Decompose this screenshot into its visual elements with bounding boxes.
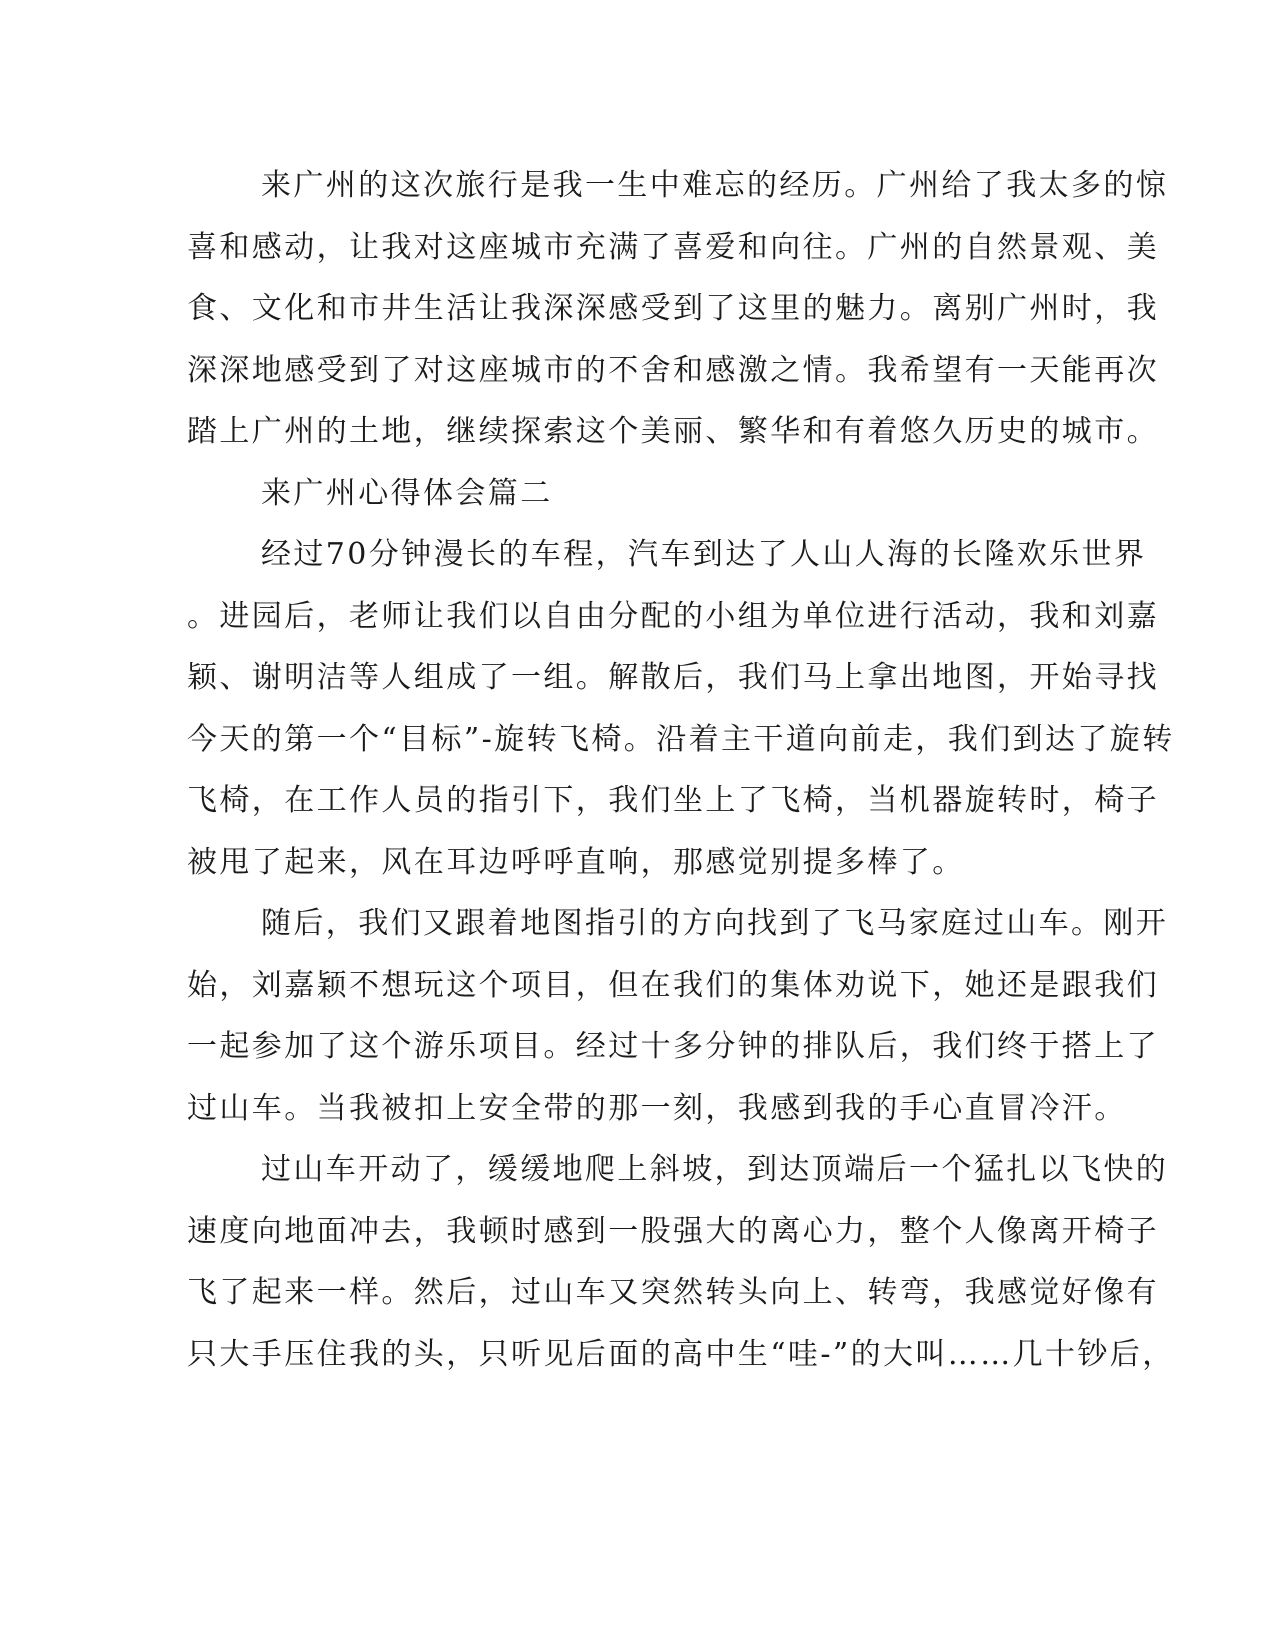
paragraph-line: 飞椅，在工作人员的指引下，我们坐上了飞椅，当机器旋转时，椅子 [187,783,1159,818]
paragraph-line: 喜和感动，让我对这座城市充满了喜爱和向往。广州的自然景观、美 [187,229,1159,265]
paragraph-line: 食、文化和市井生活让我深深感受到了这里的魅力。离别广州时，我 [187,291,1159,326]
paragraph-line: 今天的第一个“目标”-旋转飞椅。沿着主干道向前走，我们到达了旋转 [187,721,1175,757]
paragraph-line: 过山车开动了，缓缓地爬上斜坡，到达顶端后一个猛扎以飞快的 [261,1152,1169,1187]
paragraph-line: 深深地感受到了对这座城市的不舍和感激之情。我希望有一天能再次 [187,352,1159,388]
paragraph-line: 颖、谢明洁等人组成了一组。解散后，我们马上拿出地图，开始寻找 [187,660,1159,695]
paragraph-line: 踏上广州的土地，继续探索这个美丽、繁华和有着悠久历史的城市。 [187,414,1159,449]
document-body [187,155,1175,1385]
paragraph-line: 来广州的这次旅行是我一生中难忘的经历。广州给了我太多的惊 [261,168,1169,203]
section-heading: 来广州心得体会篇二 [261,475,553,511]
paragraph-line: 一起参加了这个游乐项目。经过十多分钟的排队后，我们终于搭上了 [187,1029,1159,1064]
paragraph-line: 速度向地面冲去，我顿时感到一股强大的离心力，整个人像离开椅子 [187,1213,1159,1249]
paragraph-line: 经过70分钟漫长的车程，汽车到达了人山人海的长隆欢乐世界 [261,537,1147,572]
paragraph-line: 始，刘嘉颖不想玩这个项目，但在我们的集体劝说下，她还是跟我们 [187,967,1159,1003]
paragraph-line: 过山车。当我被扣上安全带的那一刻，我感到我的手心直冒冷汗。 [187,1090,1127,1126]
paragraph-line: 只大手压住我的头，只听见后面的高中生“哇-”的大叫……几十钞后， [187,1336,1175,1372]
paragraph-line: 。进园后，老师让我们以自由分配的小组为单位进行活动，我和刘嘉 [187,598,1159,634]
paragraph-line: 飞了起来一样。然后，过山车又突然转头向上、转弯，我感觉好像有 [187,1275,1159,1310]
paragraph-line: 被甩了起来，风在耳边呼呼直响，那感觉别提多棒了。 [187,844,965,880]
paragraph-line: 随后，我们又跟着地图指引的方向找到了飞马家庭过山车。刚开 [261,906,1169,941]
